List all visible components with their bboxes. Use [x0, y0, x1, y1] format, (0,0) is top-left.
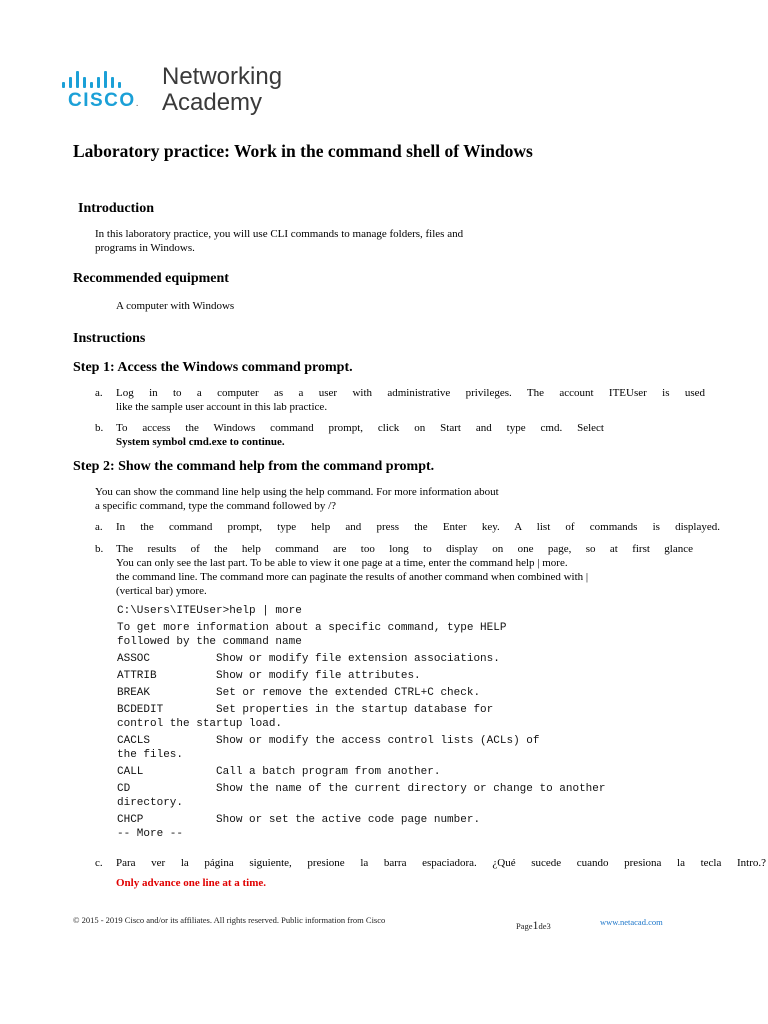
step1-a-line-2: like the sample user account in this lab practice. [116, 401, 328, 413]
step2-a-label: a. [95, 521, 103, 533]
step2-b-label: b. [95, 543, 104, 555]
step2-b-continuation [116, 570, 676, 598]
step1-b-text [116, 421, 604, 449]
document-title: Laboratory practice: Work in the command shell of Windows [73, 141, 533, 161]
page-suffix: de3 [538, 921, 551, 931]
cisco-bars-icon [62, 66, 154, 88]
introduction-line-2: programs in Windows. [95, 242, 195, 254]
console-line: BREAK Set or remove the extended CTRL+C check. [117, 687, 481, 699]
step2-c-text: Para ver la página siguiente, presione la barra espaciadora. ¿Qué sucede cuando presiona la tecla Intro.? [116, 857, 766, 869]
step1-a-line-1: Log in to a computer as a user with administrative privileges. The account ITEUser is used [116, 387, 705, 399]
step2-heading: Step 2: Show the command help from the command prompt. [73, 459, 435, 474]
introduction-heading: Introduction [78, 201, 154, 216]
equipment-item: A computer with Windows [116, 300, 235, 312]
step1-b-line-1: To access the Windows command prompt, click on Start and type cmd. Select [116, 422, 604, 434]
console-line: CACLS Show or modify the access control lists (ACLs) of [117, 735, 540, 747]
footer-website-link[interactable]: www.netacad.com [600, 917, 663, 927]
step1-b-label: b. [95, 422, 104, 434]
instructions-heading: Instructions [73, 331, 146, 346]
networking-academy-logo [62, 62, 302, 122]
page-number: 1 [532, 918, 539, 932]
footer-page-number [516, 918, 551, 933]
step1-a-text [116, 386, 705, 414]
step2-b-line-4: (vertical bar) ymore. [116, 585, 207, 597]
step2-b-line-2: You can only see the last part. To be able to view it one page at a time, enter the command help | more. [116, 557, 568, 569]
logo-networking-text: Networking [162, 63, 283, 90]
step1-b-line-2: System symbol cmd.exe to continue. [116, 436, 285, 448]
console-line: ATTRIB Show or modify file attributes. [117, 670, 421, 682]
cisco-wordmark: CISCO. [68, 90, 140, 111]
console-line: CALL Call a batch program from another. [117, 766, 441, 778]
equipment-heading: Recommended equipment [73, 271, 229, 286]
step1-heading: Step 1: Access the Windows command prompt. [73, 360, 353, 375]
step2-intro-line-1: You can show the command line help using the help command. For more information about [95, 486, 499, 498]
console-line: directory. [117, 797, 184, 809]
step2-c-answer: Only advance one line at a time. [116, 877, 267, 889]
console-line: CHCP Show or set the active code page number. [117, 814, 481, 826]
step1-a-label: a. [95, 387, 103, 399]
console-line: CD Show the name of the current directory or change to another [117, 783, 606, 795]
step2-b-line-3: the command line. The command more can paginate the results of another command when combined with | [116, 571, 589, 583]
step2-b-line-1: The results of the help command are too long to display on one page, so at first glance [116, 543, 693, 555]
console-line: the files. [117, 749, 184, 761]
introduction-text [95, 227, 515, 255]
step2-intro-line-2: a specific command, type the command followed by /? [95, 500, 337, 512]
step2-intro [95, 485, 555, 513]
step2-a-text: In the command prompt, type help and press the Enter key. A list of commands is displayed. [116, 521, 720, 533]
introduction-line-1: In this laboratory practice, you will use CLI commands to manage folders, files and [95, 228, 464, 240]
console-line: BCDEDIT Set properties in the startup database for [117, 704, 494, 716]
step2-c-label: c. [95, 857, 103, 869]
console-line: To get more information about a specific command, type HELP [117, 622, 507, 634]
logo-academy-text: Academy [162, 89, 263, 116]
page-prefix: Page [516, 921, 533, 931]
console-line: C:\Users\ITEUser>help | more [117, 605, 302, 617]
step2-b-text [116, 542, 693, 570]
console-line: control the startup load. [117, 718, 283, 730]
console-line: ASSOC Show or modify file extension associations. [117, 653, 500, 665]
console-output [117, 604, 605, 841]
console-line: -- More -- [117, 828, 184, 840]
footer-copyright: © 2015 - 2019 Cisco and/or its affiliates. All rights reserved. Public information from Cisco [73, 915, 386, 925]
console-line: followed by the command name [117, 636, 302, 648]
